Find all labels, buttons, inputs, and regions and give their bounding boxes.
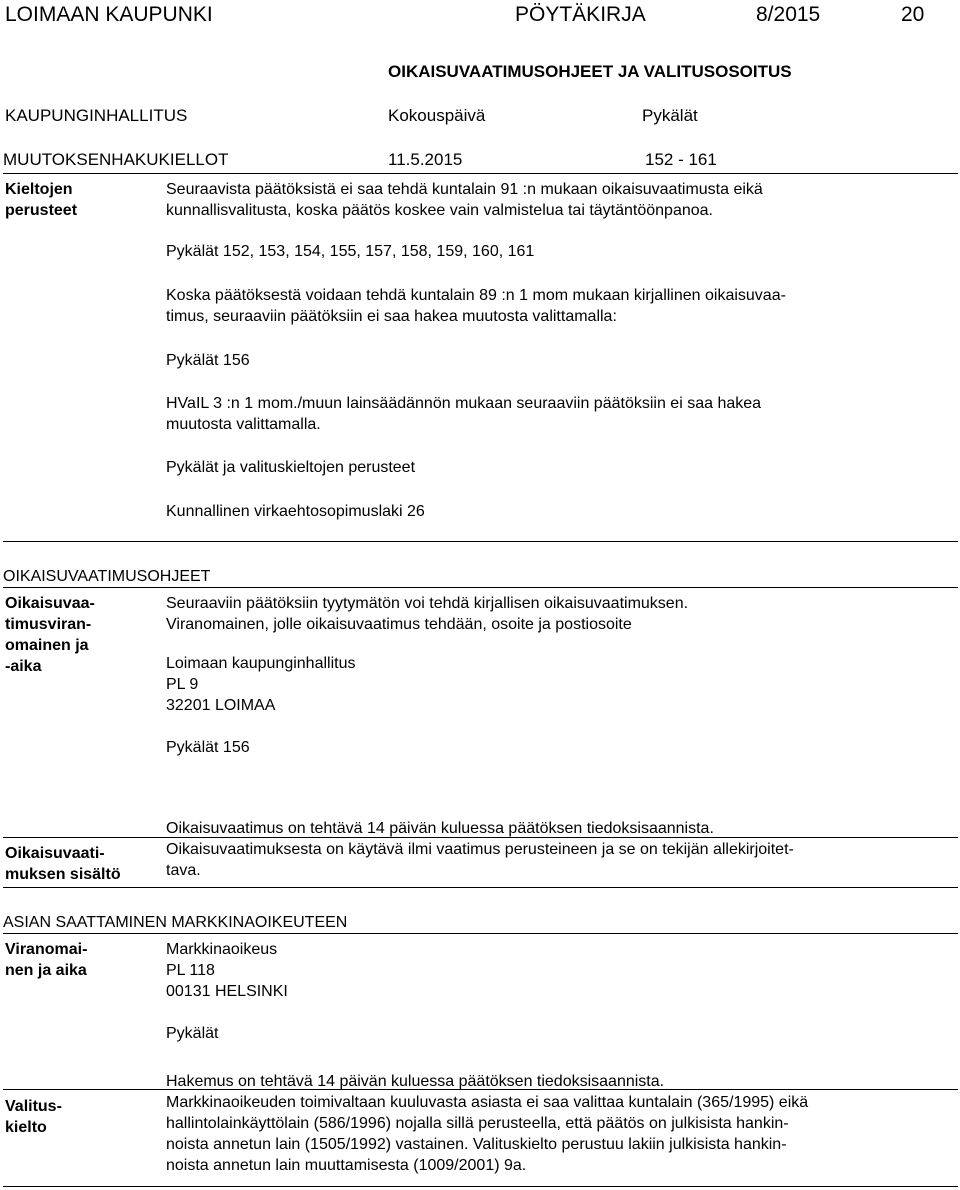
unit-name: MUUTOKSENHAKUKIELLOT — [3, 150, 229, 169]
label-oikaisuvaatimusviranomainen: Oikaisuvaa- timusviran- omainen ja -aika — [5, 595, 95, 675]
address-block: Markkinaoikeus PL 118 00131 HELSINKI — [166, 941, 288, 1000]
label-viranomainen-ja-aika: Viranomai- nen ja aika — [5, 941, 88, 979]
divider — [3, 887, 958, 888]
paragraph: Pykälät — [166, 1025, 219, 1042]
divider — [3, 587, 958, 588]
section-title: OIKAISUVAATIMUSOHJEET JA VALITUSOSOITUS — [388, 62, 792, 81]
paragraph: Seuraavista päätöksistä ei saa tehdä kuntalain 91 :n mukaan oikaisuvaatimusta eikä kunnallisvalitusta, koska päätös koskee vain valmistelua tai täytäntöönpanoa. — [166, 181, 763, 219]
label-valituskielto: Valitus- kielto — [5, 1098, 62, 1136]
paragraph: Koska päätöksestä voidaan tehdä kuntalain 89 :n 1 mom mukaan kirjallinen oikaisuvaa- timus, seuraaviin päätöksiin ei saa hakea muutosta valittamalla: — [166, 287, 786, 325]
paragraph: Pykälät 156 — [166, 352, 250, 369]
divider — [3, 1186, 958, 1187]
date-label: Kokouspäivä — [388, 106, 486, 125]
document-number: 8/2015 — [756, 3, 821, 26]
section-range: 152 - 161 — [645, 150, 717, 169]
section2-text — [166, 593, 956, 758]
block1-text — [166, 179, 956, 522]
section-heading: ASIAN SAATTAMINEN MARKKINAOIKEUTEEN — [3, 914, 348, 931]
paragraph: Pykälät 156 — [166, 739, 250, 756]
paragraph: Seuraaviin päätöksiin tyytymätön voi tehdä kirjallisen oikaisuvaatimuksen. Viranomainen, jolle oikaisuvaatimus tehdään, osoite ja postiosoite — [166, 595, 689, 633]
divider — [3, 173, 958, 174]
section3-text: Oikaisuvaatimus on tehtävä 14 päivän kuluessa päätöksen tiedoksisaannista. Oikaisuvaatimuksesta on käytävä ilmi vaatimus perusteineen ja se on tekijän allekirjoitet- tava. — [166, 820, 794, 879]
page-number: 20 — [901, 3, 925, 26]
label-kieltojen-perusteet: Kieltojen perusteet — [5, 181, 78, 219]
section-heading: OIKAISUVAATIMUSOHJEET — [3, 568, 211, 585]
sections-label: Pykälät — [642, 106, 698, 125]
paragraph: HVaIL 3 :n 1 mom./muun lainsäädännön mukaan seuraaviin päätöksiin ei saa hakea muutosta valittamalla. — [166, 395, 762, 433]
section4-text — [166, 939, 956, 1044]
municipality-name: LOIMAAN KAUPUNKI — [5, 3, 213, 26]
paragraph: Pykälät 152, 153, 154, 155, 157, 158, 159, 160, 161 — [166, 243, 535, 260]
address-block: Loimaan kaupunginhallitus PL 9 32201 LOIMAA — [166, 655, 356, 714]
paragraph: Kunnallinen virkaehtosopimuslaki 26 — [166, 503, 425, 520]
document-type: PÖYTÄKIRJA — [515, 3, 646, 26]
divider — [3, 933, 958, 934]
meeting-date: 11.5.2015 — [388, 150, 463, 169]
body-label: KAUPUNGINHALLITUS — [5, 106, 188, 125]
section5-text: Hakemus on tehtävä 14 päivän kuluessa päätöksen tiedoksisaannista. Markkinaoikeuden toimivaltaan kuuluvasta asiasta ei saa valittaa kuntalain (365/1995) eikä hallintolainkäyttölain (586/1996) nojalla sillä perusteella, että päätös on julkisista hankin- noista annetun lain (1505/1992) vastainen. Valituskielto perustuu lakiin julkisista hankin- noista annetun lain muuttamisesta (1009/2001) 9a. — [166, 1073, 809, 1174]
label-oikaisuvaatimuksen-sisalto: Oikaisuvaati- muksen sisältö — [5, 845, 121, 883]
divider — [3, 541, 958, 542]
paragraph: Pykälät ja valituskieltojen perusteet — [166, 459, 416, 476]
